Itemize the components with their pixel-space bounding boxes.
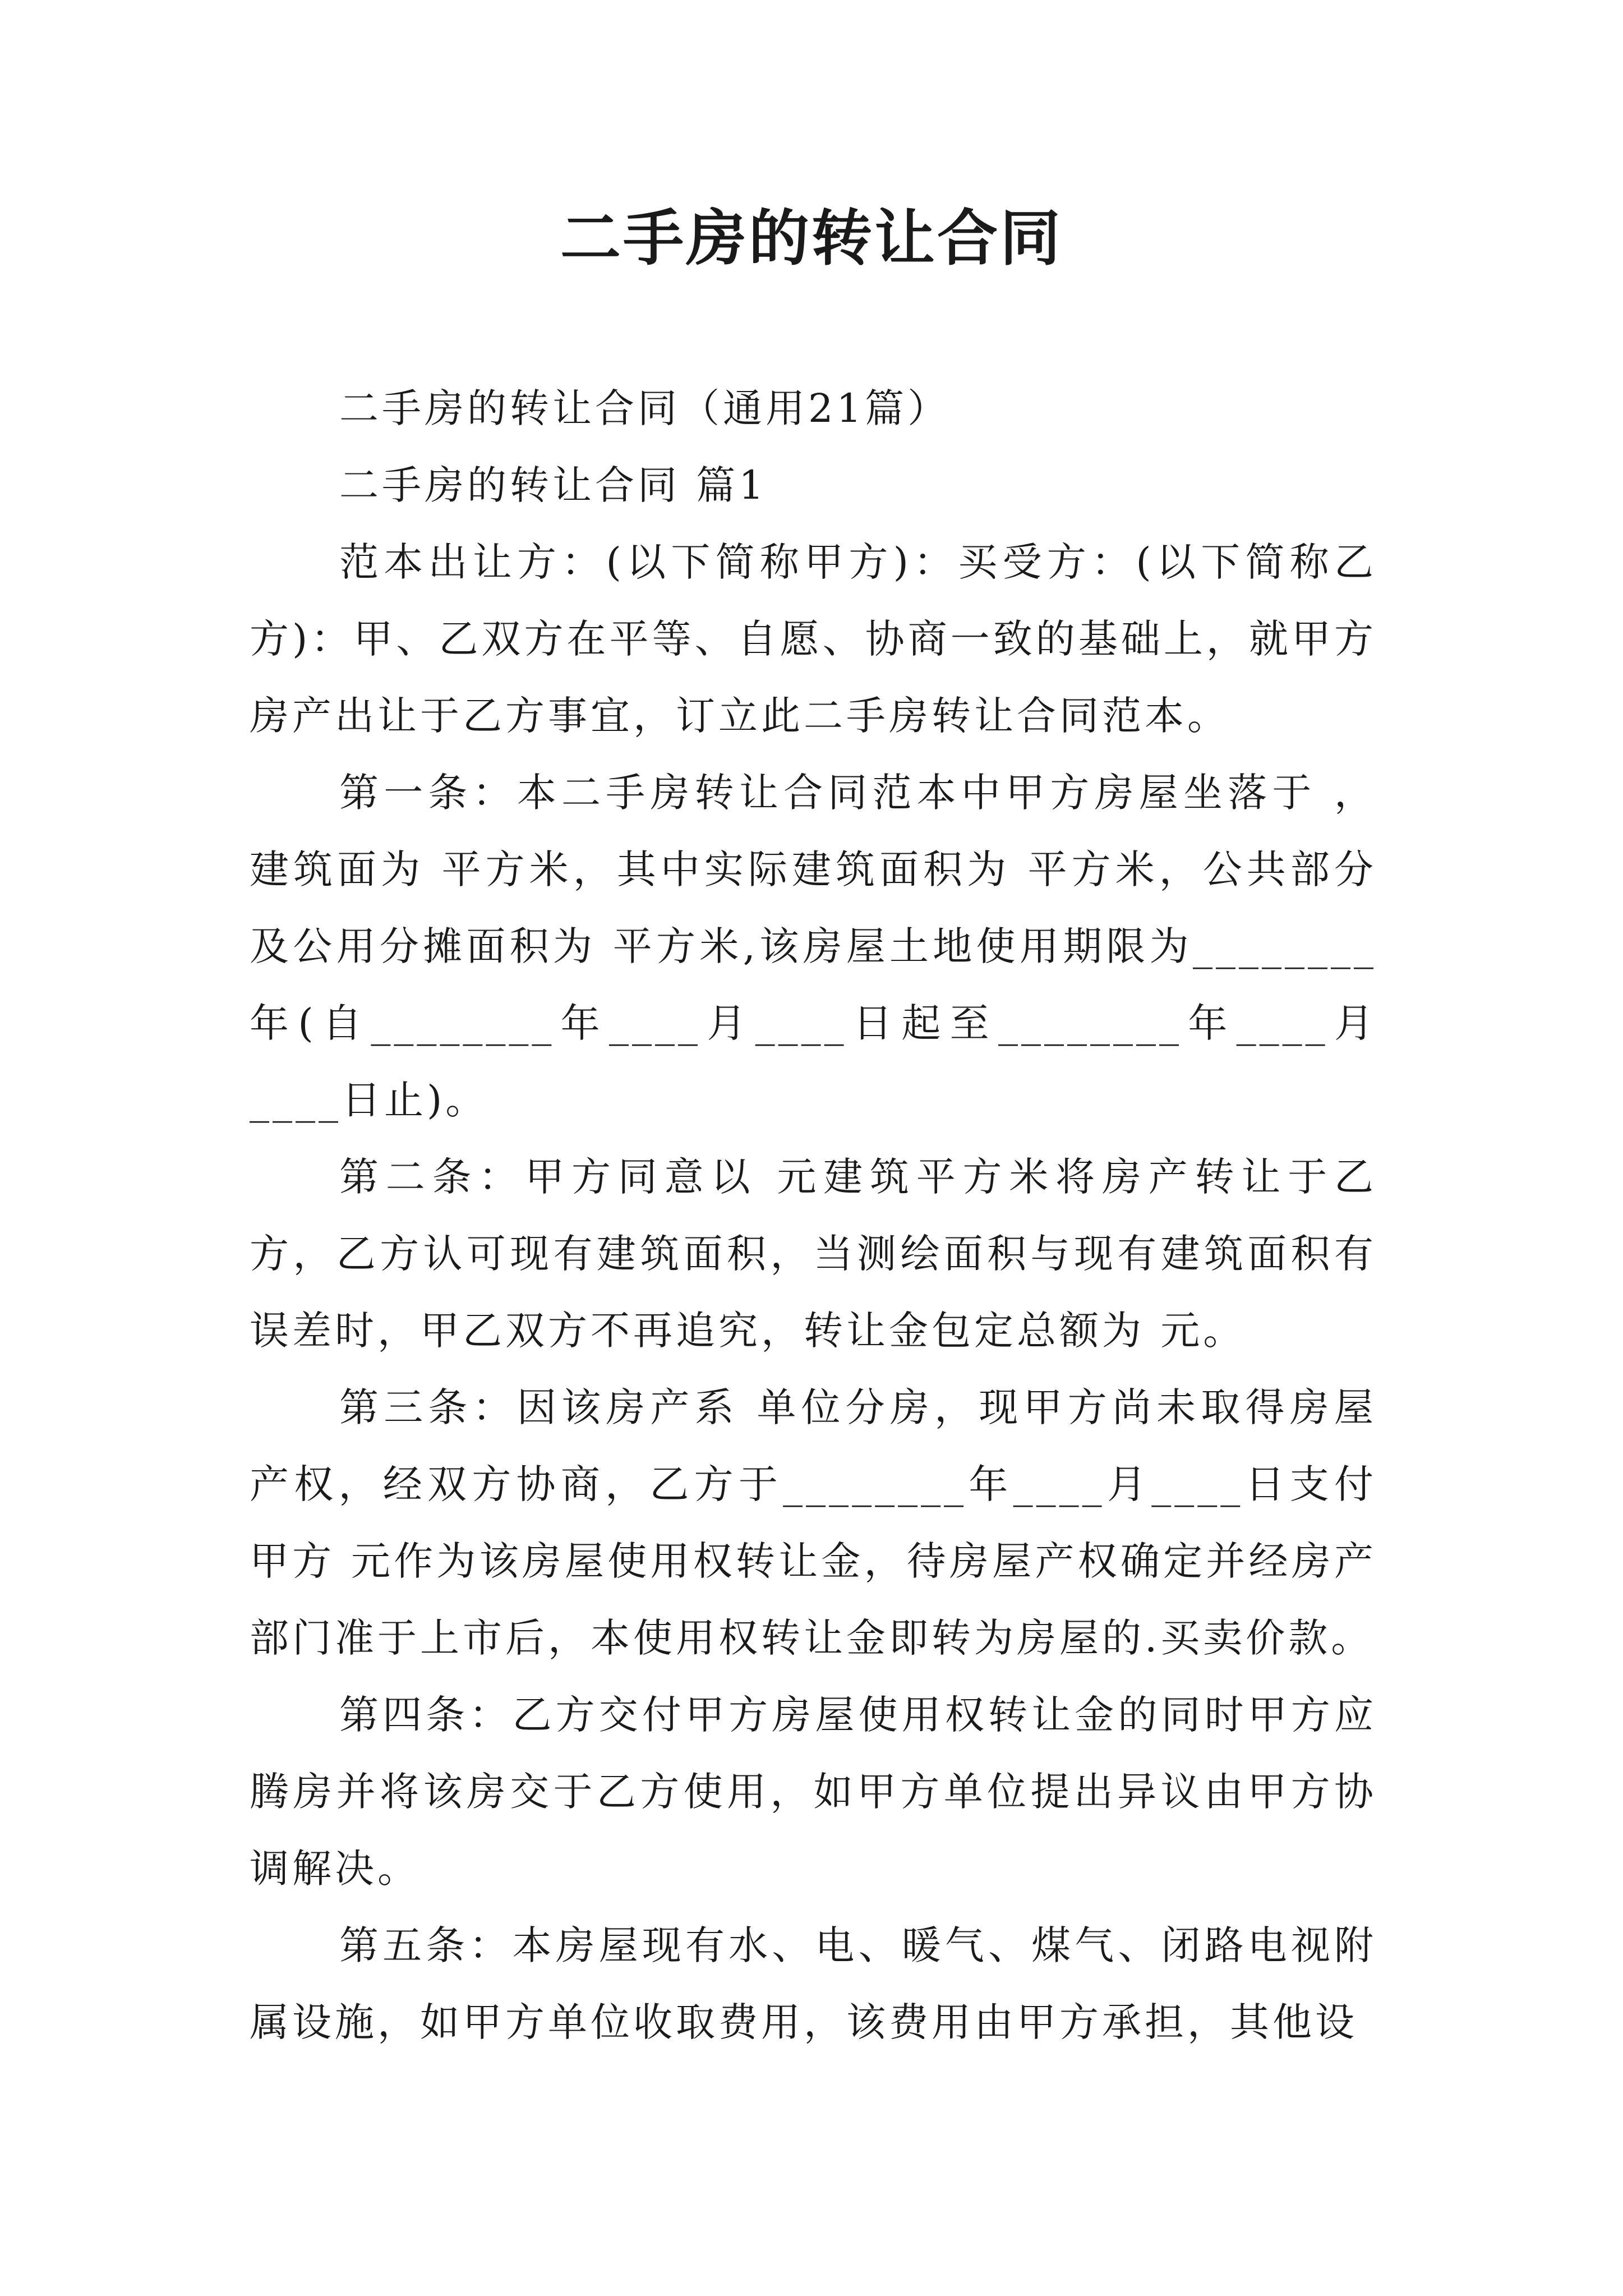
document-title: 二手房的转让合同	[560, 203, 1063, 274]
intro-paragraph: 范本出让方：(以下简称甲方)：买受方：(以下简称乙方)：甲、乙双方在平等、自愿、协商一致的基础上，就甲方房产出让于乙方事宜，订立此二手房转让合同范本。	[250, 539, 1377, 739]
article-5-paragraph: 第五条：本房屋现有水、电、暖气、煤气、闭路电视附属设施，如甲方单位收取费用，该费用由甲方承担，其他设	[250, 1922, 1377, 2045]
subtitle-paragraph: 二手房的转让合同（通用21篇）	[339, 385, 951, 431]
document-body	[250, 370, 1377, 2061]
article-4-paragraph: 第四条：乙方交付甲方房屋使用权转让金的同时甲方应腾房并将该房交于乙方使用，如甲方单位提出异议由甲方协调解决。	[250, 1692, 1377, 1892]
section-heading: 二手房的转让合同 篇1	[339, 462, 767, 508]
article-1-paragraph: 第一条：本二手房转让合同范本中甲方房屋坐落于 ，建筑面为 平方米，其中实际建筑面积为 平方米，公共部分及公用分摊面积为 平方米,该房屋土地使用期限为________年(自________年____月____日起至________年____月____日止)。	[250, 770, 1377, 1123]
article-3-paragraph: 第三条：因该房产系 单位分房，现甲方尚未取得房屋产权，经双方协商，乙方于________年____月____日支付甲方 元作为该房屋使用权转让金，待房屋产权确定并经房产部门准于上市后，本使用权转让金即转为房屋的.买卖价款。	[250, 1384, 1377, 1661]
article-2-paragraph: 第二条：甲方同意以 元建筑平方米将房产转让于乙方，乙方认可现有建筑面积，当测绘面积与现有建筑面积有误差时，甲乙双方不再追究，转让金包定总额为 元。	[250, 1154, 1377, 1354]
